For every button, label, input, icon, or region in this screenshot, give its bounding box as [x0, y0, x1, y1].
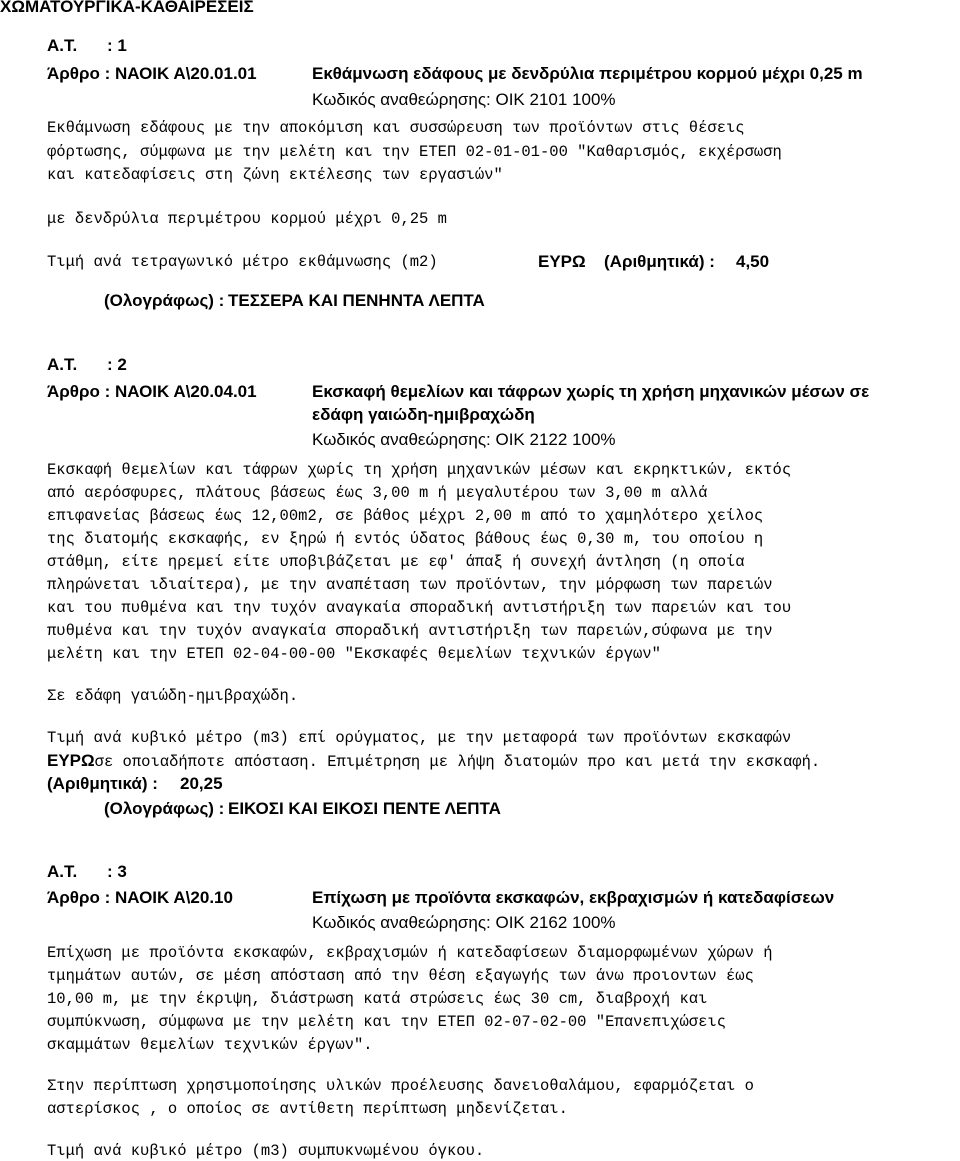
numeric-value: 4,50 — [736, 252, 770, 271]
at-label: Α.Τ. — [47, 355, 78, 374]
price-text-2 — [47, 751, 820, 772]
words-label: (Ολογράφως) : — [104, 291, 225, 310]
description-line: Επίχωση με προϊόντα εκσκαφών, εκβραχισμών ή κατεδαφίσεων διαμορφωμένων χώρων ή — [47, 944, 773, 962]
revision-code: Κωδικός αναθεώρησης: ΟΙΚ 2101 100% — [312, 90, 616, 109]
revision-code: Κωδικός αναθεώρησης: ΟΙΚ 2122 100% — [312, 430, 616, 449]
at-value: : 1 — [107, 36, 127, 55]
subtype: Σε εδάφη γαιώδη-ημιβραχώδη. — [47, 687, 299, 705]
currency: ΕΥΡΩ — [538, 252, 586, 271]
description-line: σκαμμάτων θεμελίων τεχνικών έργων". — [47, 1036, 373, 1054]
at-label: Α.Τ. — [47, 862, 78, 881]
revision-code: Κωδικός αναθεώρησης: ΟΙΚ 2162 100% — [312, 913, 616, 932]
description-line: Εκθάμνωση εδάφους με την αποκόμιση και συσσώρευση των προϊόντων στις θέσεις — [47, 119, 745, 137]
item-title: Επίχωση με προϊόντα εκσκαφών, εκβραχισμών ή κατεδαφίσεων — [312, 888, 835, 907]
description-line: από αερόσφυρες, πλάτους βάσεως έως 3,00 m ή μεγαλυτέρου των 3,00 m αλλά — [47, 484, 708, 502]
at-label: Α.Τ. — [47, 36, 78, 55]
description-line: επιφανείας βάσεως έως 12,00m2, σε βάθος μέχρι 2,00 m από το χαμηλότερο χείλος — [47, 507, 764, 525]
note-line: αστερίσκος , ο οποίος σε αντίθετη περίπτωση μηδενίζεται. — [47, 1100, 568, 1118]
article-label: Άρθρο : ΝΑΟΙΚ Α\20.01.01 — [47, 64, 257, 83]
words-value: ΕΙΚΟΣΙ ΚΑΙ ΕΙΚΟΣΙ ΠΕΝΤΕ ΛΕΠΤΑ — [228, 799, 501, 818]
description-line: μελέτη και την ΕΤΕΠ 02-04-00-00 "Εκσκαφές θεμελίων τεχνικών έργων" — [47, 645, 661, 663]
description-line: πληρώνεται ιδιαίτερα), με την αναπέταση των προϊόντων, την μόρφωση των παρειών — [47, 576, 773, 594]
description-line: στάθμη, είτε ηρεμεί είτε υποβιβάζεται με εφ' άπαξ ή συνεχή άντληση (η οποία — [47, 553, 745, 571]
description-line: Εκσκαφή θεμελίων και τάφρων χωρίς τη χρήση μηχανικών μέσων και εκρηκτικών, εκτός — [47, 461, 792, 479]
description-line: και του πυθμένα και την τυχόν αναγκαία σποραδική αντιστήριξη των παρειών και του — [47, 599, 792, 617]
description-line: 10,00 m, με την έκριψη, διάστρωση κατά στρώσεις έως 30 cm, διαβροχή και — [47, 990, 708, 1008]
words-value: ΤΕΣΣΕΡΑ ΚΑΙ ΠΕΝΗΝΤΑ ΛΕΠΤΑ — [228, 291, 485, 310]
price-text: Τιμή ανά κυβικό μέτρο (m3) επί ορύγματος, με την μεταφορά των προϊόντων εκσκαφών — [47, 729, 792, 747]
section-title: ΧΩΜΑΤΟΥΡΓΙΚΑ-ΚΑΘΑΙΡΕΣΕΙΣ — [0, 0, 254, 16]
price-text: Τιμή ανά τετραγωνικό μέτρο εκθάμνωσης (m2) — [47, 253, 438, 271]
description-line: φόρτωσης, σύμφωνα με την μελέτη και την ΕΤΕΠ 02-01-01-00 "Καθαρισμός, εκχέρσωση — [47, 143, 782, 161]
at-value: : 3 — [107, 862, 127, 881]
note-line: Στην περίπτωση χρησιμοποίησης υλικών προέλευσης δανειοθαλάμου, εφαρμόζεται ο — [47, 1077, 754, 1095]
item-title: Εκθάμνωση εδάφους με δενδρύλια περιμέτρου κορμού μέχρι 0,25 m — [312, 64, 863, 83]
article-label: Άρθρο : ΝΑΟΙΚ Α\20.10 — [47, 888, 233, 907]
item-title: Εκσκαφή θεμελίων και τάφρων χωρίς τη χρήση μηχανικών μέσων σε — [312, 382, 870, 401]
description-line: συμπύκνωση, σύμφωνα με την μελέτη και την ΕΤΕΠ 02-07-02-00 "Επανεπιχώσεις — [47, 1013, 727, 1031]
numeric-label: (Αριθμητικά) : — [604, 252, 715, 271]
at-value: : 2 — [107, 355, 127, 374]
numeric-value: 20,25 — [180, 774, 223, 793]
numeric-label: (Αριθμητικά) : — [47, 774, 158, 793]
description-line: τμημάτων αυτών, σε μέση απόσταση από την θέση εξαγωγής των άνω προιοντων έως — [47, 967, 754, 985]
item-title: εδάφη γαιώδη-ημιβραχώδη — [312, 405, 535, 424]
subtype: με δενδρύλια περιμέτρου κορμού μέχρι 0,25 m — [47, 210, 447, 228]
price-text-cont: σε οποιαδήποτε απόσταση. Επιμέτρηση με λήψη διατομών προ και μετά την εκσκαφή. — [94, 753, 821, 771]
article-label: Άρθρο : ΝΑΟΙΚ Α\20.04.01 — [47, 382, 257, 401]
words-label: (Ολογράφως) : — [104, 799, 225, 818]
description-line: πυθμένα και την τυχόν αναγκαία σποραδική αντιστήριξη των παρειών,σύφωνα με την — [47, 622, 773, 640]
description-line: της διατομής εκσκαφής, εν ξηρώ ή εντός ύδατος βάθους έως 0,30 m, του οποίου η — [47, 530, 764, 548]
price-text: Τιμή ανά κυβικό μέτρο (m3) συμπυκνωμένου όγκου. — [47, 1142, 485, 1160]
description-line: και κατεδαφίσεις στη ζώνη εκτέλεσης των εργασιών" — [47, 166, 503, 184]
currency: ΕΥΡΩ — [47, 751, 95, 770]
